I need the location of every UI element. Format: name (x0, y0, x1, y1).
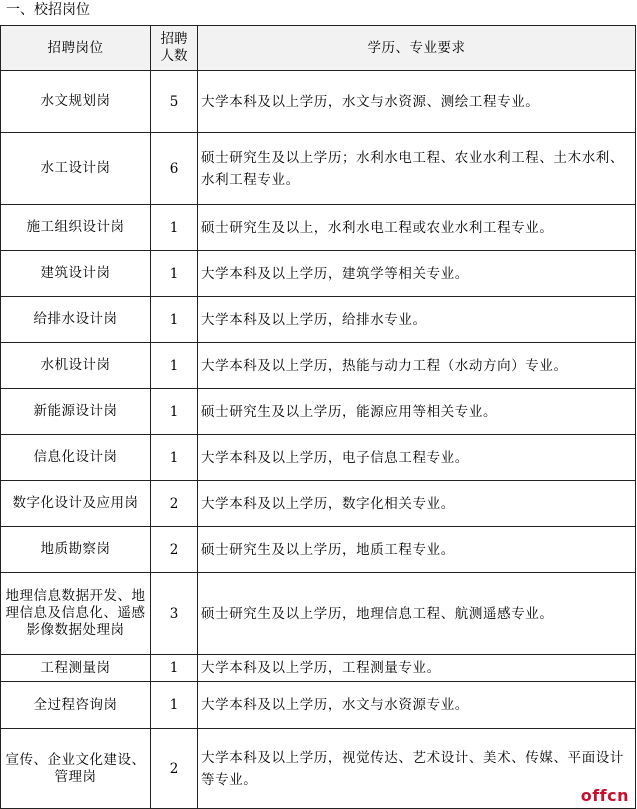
row-requirement: 大学本科及以上学历，电子信息工程专业。 (198, 435, 636, 481)
row-count: 3 (151, 573, 198, 655)
row-count: 1 (151, 435, 198, 481)
row-position: 全过程咨询岗 (1, 682, 151, 729)
row-count: 2 (151, 729, 198, 809)
row-count: 1 (151, 297, 198, 343)
row-position: 信息化设计岗 (1, 435, 151, 481)
row-position: 工程测量岗 (1, 655, 151, 682)
row-count: 2 (151, 481, 198, 527)
row-requirement: 硕士研究生及以上学历，地质工程专业。 (198, 527, 636, 573)
row-requirement: 大学本科及以上学历，给排水专业。 (198, 297, 636, 343)
row-position: 水文规划岗 (1, 71, 151, 133)
positions-table (0, 25, 636, 809)
header-count (151, 26, 198, 71)
row-count: 1 (151, 389, 198, 435)
row-requirement: 硕士研究生及以上学历，地理信息工程、航测遥感专业。 (198, 573, 636, 655)
row-position: 水机设计岗 (1, 343, 151, 389)
row-position: 宣传、企业文化建设、管理岗 (1, 729, 151, 809)
table-row (1, 343, 636, 389)
row-position: 施工组织设计岗 (1, 205, 151, 251)
row-count: 5 (151, 71, 198, 133)
row-requirement: 大学本科及以上学历，水文与水资源、测绘工程专业。 (198, 71, 636, 133)
row-position: 地理信息数据开发、地理信息及信息化、遥感影像数据处理岗 (1, 573, 151, 655)
row-count: 6 (151, 133, 198, 205)
row-requirement: 大学本科及以上学历，视觉传达、艺术设计、美术、传媒、平面设计等专业。 (198, 729, 636, 809)
table-row (1, 655, 636, 682)
row-count: 1 (151, 251, 198, 297)
header-count-line2: 人数 (160, 48, 188, 64)
row-position: 水工设计岗 (1, 133, 151, 205)
table-row (1, 527, 636, 573)
table-row (1, 71, 636, 133)
watermark-logo: offcn (580, 786, 629, 805)
row-position: 新能源设计岗 (1, 389, 151, 435)
table-row (1, 682, 636, 729)
row-requirement: 大学本科及以上学历，建筑学等相关专业。 (198, 251, 636, 297)
row-requirement: 大学本科及以上学历，热能与动力工程（水动方向）专业。 (198, 343, 636, 389)
row-count: 1 (151, 655, 198, 682)
row-count: 1 (151, 343, 198, 389)
row-position: 地质勘察岗 (1, 527, 151, 573)
row-requirement: 大学本科及以上学历，数字化相关专业。 (198, 481, 636, 527)
row-count: 1 (151, 205, 198, 251)
row-position: 给排水设计岗 (1, 297, 151, 343)
header-position: 招聘岗位 (1, 26, 151, 71)
table-row (1, 205, 636, 251)
table-row (1, 573, 636, 655)
row-position: 数字化设计及应用岗 (1, 481, 151, 527)
section-title: 一、校招岗位 (6, 2, 90, 18)
table-row (1, 389, 636, 435)
header-requirement: 学历、专业要求 (198, 26, 636, 71)
table-header-row (1, 26, 636, 71)
table-row (1, 297, 636, 343)
row-requirement: 硕士研究生及以上学历；水利水电工程、农业水利工程、土木水利、水利工程专业。 (198, 133, 636, 205)
row-count: 2 (151, 527, 198, 573)
row-count: 1 (151, 682, 198, 729)
table-row (1, 133, 636, 205)
row-requirement: 大学本科及以上学历，水文与水资源专业。 (198, 682, 636, 729)
header-count-line1: 招聘 (160, 31, 188, 47)
row-requirement: 大学本科及以上学历，工程测量专业。 (198, 655, 636, 682)
row-requirement: 硕士研究生及以上，水利水电工程或农业水利工程专业。 (198, 205, 636, 251)
table-row (1, 251, 636, 297)
table-row (1, 481, 636, 527)
table-row (1, 435, 636, 481)
row-position: 建筑设计岗 (1, 251, 151, 297)
row-requirement: 硕士研究生及以上学历，能源应用等相关专业。 (198, 389, 636, 435)
table-row (1, 729, 636, 809)
